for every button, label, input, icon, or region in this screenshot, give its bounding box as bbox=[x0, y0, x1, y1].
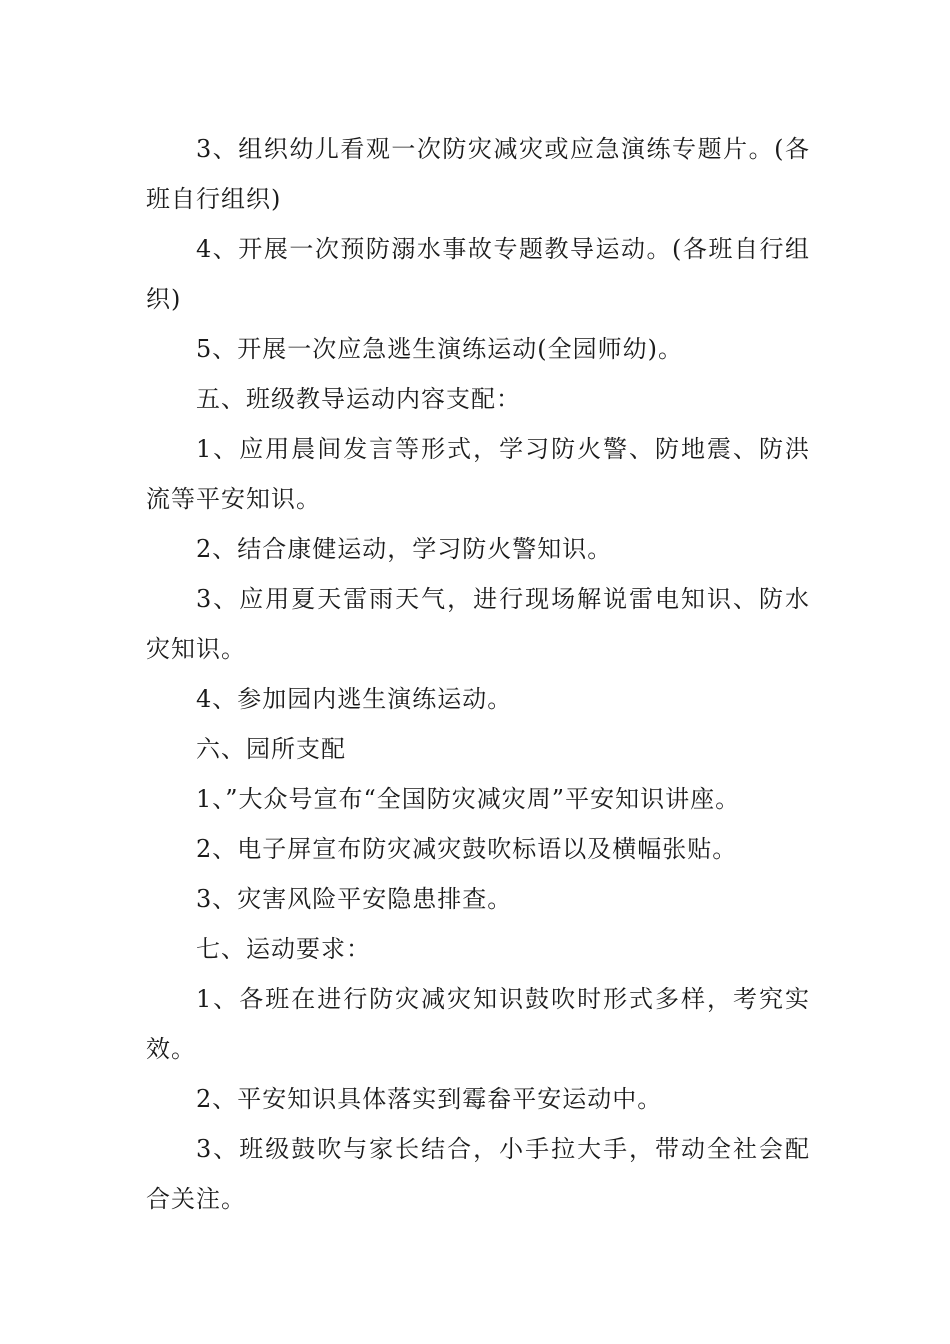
paragraph-item-2-safety-knowledge: 2、平安知识具体落实到霉畚平安运动中。 bbox=[196, 1085, 663, 1113]
paragraph-item-5-escape-drill: 5、开展一次应急逃生演练运动(全园师幼)。 bbox=[196, 335, 683, 363]
paragraph-item-4-escape-drill: 4、参加园内逃生演练运动。 bbox=[196, 685, 513, 713]
paragraph-item-1-diverse-forms: 1、各班在进行防灾减灾知识鼓吹时形式多样，考究实效。 bbox=[146, 985, 810, 1063]
paragraph-item-3-thunderstorm: 3、应用夏天雷雨天气，进行现场解说雷电知识、防水灾知识。 bbox=[146, 585, 810, 663]
paragraph-item-3-parents-cooperation: 3、班级鼓吹与家长结合，小手拉大手，带动全社会配合关注。 bbox=[146, 1135, 810, 1213]
paragraph-item-2-health-activity: 2、结合康健运动，学习防火警知识。 bbox=[196, 535, 613, 563]
paragraph-item-1-public-account: 1、”大众号宣布“全国防灾减灾周”平安知识讲座。 bbox=[196, 785, 741, 813]
paragraph-item-2-electronic-screen: 2、电子屏宣布防灾减灾鼓吹标语以及横幅张贴。 bbox=[196, 835, 738, 863]
paragraph-item-1-morning-talk: 1、应用晨间发言等形式，学习防火警、防地震、防洪流等平安知识。 bbox=[146, 435, 810, 513]
section-heading-kindergarten: 六、园所支配 bbox=[196, 735, 346, 763]
section-heading-class-activities: 五、班级教导运动内容支配： bbox=[196, 385, 521, 413]
paragraph-item-3-hazard-check: 3、灾害风险平安隐患排查。 bbox=[196, 885, 513, 913]
paragraph-item-3-watch-film: 3、组织幼儿看观一次防灾减灾或应急演练专题片。(各班自行组织) bbox=[146, 135, 810, 213]
document-body bbox=[146, 124, 810, 1224]
paragraph-item-4-drowning-prevention: 4、开展一次预防溺水事故专题教导运动。(各班自行组织) bbox=[146, 235, 810, 313]
section-heading-requirements: 七、运动要求： bbox=[196, 935, 371, 963]
